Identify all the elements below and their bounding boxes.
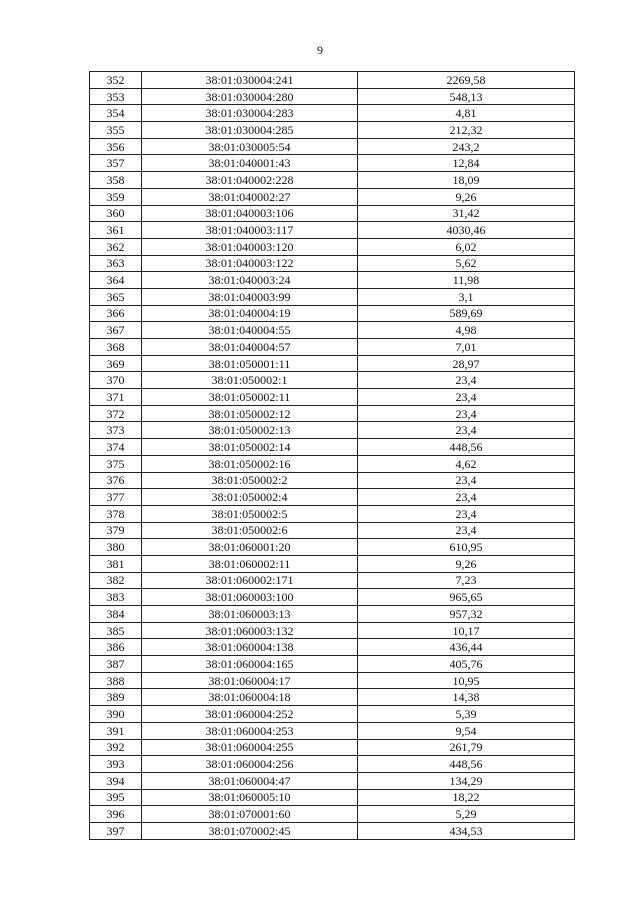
- table-row: [90, 72, 575, 89]
- cadastral-number-cell: 38:01:050002:12: [142, 405, 358, 422]
- table-row: [90, 572, 575, 589]
- table-row: [90, 489, 575, 506]
- cadastral-number-cell: 38:01:060004:18: [142, 689, 358, 706]
- cadastral-number-cell: 38:01:060004:253: [142, 722, 358, 739]
- cadastral-number-cell: 38:01:030004:280: [142, 88, 358, 105]
- table-row: [90, 555, 575, 572]
- row-number-cell: 365: [90, 288, 142, 305]
- table-row: [90, 722, 575, 739]
- row-number-cell: 385: [90, 622, 142, 639]
- value-cell: 4,98: [358, 322, 575, 339]
- value-cell: 134,29: [358, 772, 575, 789]
- table-row: [90, 305, 575, 322]
- row-number-cell: 355: [90, 122, 142, 139]
- row-number-cell: 357: [90, 155, 142, 172]
- value-cell: 7,23: [358, 572, 575, 589]
- row-number-cell: 354: [90, 105, 142, 122]
- row-number-cell: 374: [90, 439, 142, 456]
- table-row: [90, 105, 575, 122]
- table-row: [90, 122, 575, 139]
- cadastral-number-cell: 38:01:050002:1: [142, 372, 358, 389]
- table-row: [90, 606, 575, 623]
- value-cell: 5,29: [358, 806, 575, 823]
- row-number-cell: 377: [90, 489, 142, 506]
- value-cell: 548,13: [358, 88, 575, 105]
- table-row: [90, 739, 575, 756]
- row-number-cell: 362: [90, 238, 142, 255]
- value-cell: 4,81: [358, 105, 575, 122]
- value-cell: 589,69: [358, 305, 575, 322]
- table-row: [90, 138, 575, 155]
- table-row: [90, 222, 575, 239]
- page-number: 9: [317, 43, 323, 57]
- cadastral-number-cell: 38:01:060004:256: [142, 756, 358, 773]
- row-number-cell: 391: [90, 722, 142, 739]
- table-row: [90, 339, 575, 356]
- cadastral-number-cell: 38:01:060005:10: [142, 789, 358, 806]
- row-number-cell: 366: [90, 305, 142, 322]
- value-cell: 18,09: [358, 172, 575, 189]
- value-cell: 405,76: [358, 656, 575, 673]
- table-row: [90, 405, 575, 422]
- cadastral-number-cell: 38:01:050002:6: [142, 522, 358, 539]
- cadastral-number-cell: 38:01:060001:20: [142, 539, 358, 556]
- value-cell: 12,84: [358, 155, 575, 172]
- cadastral-number-cell: 38:01:060004:138: [142, 639, 358, 656]
- table-row: [90, 522, 575, 539]
- table-row: [90, 622, 575, 639]
- table-row: [90, 288, 575, 305]
- row-number-cell: 387: [90, 656, 142, 673]
- row-number-cell: 373: [90, 422, 142, 439]
- table-row: [90, 422, 575, 439]
- cadastral-number-cell: 38:01:060004:252: [142, 706, 358, 723]
- row-number-cell: 388: [90, 672, 142, 689]
- cadastral-number-cell: 38:01:060004:165: [142, 656, 358, 673]
- table-row: [90, 439, 575, 456]
- value-cell: 957,32: [358, 606, 575, 623]
- row-number-cell: 369: [90, 355, 142, 372]
- row-number-cell: 368: [90, 339, 142, 356]
- cadastral-number-cell: 38:01:040003:106: [142, 205, 358, 222]
- value-cell: 5,62: [358, 255, 575, 272]
- cadastral-number-cell: 38:01:060004:47: [142, 772, 358, 789]
- row-number-cell: 395: [90, 789, 142, 806]
- cadastral-number-cell: 38:01:070001:60: [142, 806, 358, 823]
- row-number-cell: 393: [90, 756, 142, 773]
- cadastral-number-cell: 38:01:050002:16: [142, 455, 358, 472]
- cadastral-number-cell: 38:01:040002:27: [142, 188, 358, 205]
- cadastral-number-cell: 38:01:040003:117: [142, 222, 358, 239]
- table-row: [90, 172, 575, 189]
- cadastral-table: [89, 71, 575, 840]
- value-cell: 18,22: [358, 789, 575, 806]
- value-cell: 5,39: [358, 706, 575, 723]
- value-cell: 31,42: [358, 205, 575, 222]
- table-row: [90, 756, 575, 773]
- cadastral-number-cell: 38:01:040003:24: [142, 272, 358, 289]
- table-row: [90, 272, 575, 289]
- value-cell: 28,97: [358, 355, 575, 372]
- row-number-cell: 363: [90, 255, 142, 272]
- cadastral-number-cell: 38:01:040003:120: [142, 238, 358, 255]
- table-row: [90, 389, 575, 406]
- row-number-cell: 384: [90, 606, 142, 623]
- cadastral-number-cell: 38:01:060002:11: [142, 555, 358, 572]
- row-number-cell: 394: [90, 772, 142, 789]
- table-row: [90, 589, 575, 606]
- row-number-cell: 371: [90, 389, 142, 406]
- table-row: [90, 188, 575, 205]
- cadastral-number-cell: 38:01:060002:171: [142, 572, 358, 589]
- value-cell: 23,4: [358, 405, 575, 422]
- cadastral-number-cell: 38:01:060004:255: [142, 739, 358, 756]
- row-number-cell: 382: [90, 572, 142, 589]
- table-row: [90, 88, 575, 105]
- row-number-cell: 379: [90, 522, 142, 539]
- cadastral-number-cell: 38:01:030004:283: [142, 105, 358, 122]
- row-number-cell: 390: [90, 706, 142, 723]
- table-row: [90, 672, 575, 689]
- value-cell: 243,2: [358, 138, 575, 155]
- value-cell: 23,4: [358, 422, 575, 439]
- row-number-cell: 381: [90, 555, 142, 572]
- row-number-cell: 367: [90, 322, 142, 339]
- row-number-cell: 352: [90, 72, 142, 89]
- cadastral-number-cell: 38:01:040001:43: [142, 155, 358, 172]
- cadastral-number-cell: 38:01:070002:45: [142, 822, 358, 839]
- value-cell: 212,32: [358, 122, 575, 139]
- table-row: [90, 372, 575, 389]
- row-number-cell: 383: [90, 589, 142, 606]
- cadastral-number-cell: 38:01:040002:228: [142, 172, 358, 189]
- cadastral-number-cell: 38:01:050001:11: [142, 355, 358, 372]
- cadastral-number-cell: 38:01:060004:17: [142, 672, 358, 689]
- cadastral-number-cell: 38:01:050002:13: [142, 422, 358, 439]
- row-number-cell: 356: [90, 138, 142, 155]
- cadastral-number-cell: 38:01:060003:13: [142, 606, 358, 623]
- value-cell: 610,95: [358, 539, 575, 556]
- table-row: [90, 806, 575, 823]
- table-row: [90, 322, 575, 339]
- table-body: [90, 72, 575, 840]
- table-row: [90, 639, 575, 656]
- row-number-cell: 386: [90, 639, 142, 656]
- value-cell: 448,56: [358, 439, 575, 456]
- value-cell: 4030,46: [358, 222, 575, 239]
- value-cell: 23,4: [358, 522, 575, 539]
- value-cell: 23,4: [358, 389, 575, 406]
- row-number-cell: 389: [90, 689, 142, 706]
- cadastral-number-cell: 38:01:060003:132: [142, 622, 358, 639]
- cadastral-number-cell: 38:01:040003:99: [142, 288, 358, 305]
- value-cell: 11,98: [358, 272, 575, 289]
- value-cell: 436,44: [358, 639, 575, 656]
- row-number-cell: 359: [90, 188, 142, 205]
- value-cell: 9,26: [358, 555, 575, 572]
- value-cell: 10,17: [358, 622, 575, 639]
- value-cell: 9,26: [358, 188, 575, 205]
- value-cell: 261,79: [358, 739, 575, 756]
- value-cell: 9,54: [358, 722, 575, 739]
- value-cell: 23,4: [358, 372, 575, 389]
- cadastral-number-cell: 38:01:040004:57: [142, 339, 358, 356]
- row-number-cell: 392: [90, 739, 142, 756]
- table-row: [90, 822, 575, 839]
- table-row: [90, 505, 575, 522]
- value-cell: 23,4: [358, 489, 575, 506]
- row-number-cell: 396: [90, 806, 142, 823]
- cadastral-number-cell: 38:01:050002:5: [142, 505, 358, 522]
- value-cell: 965,65: [358, 589, 575, 606]
- value-cell: 434,53: [358, 822, 575, 839]
- row-number-cell: 360: [90, 205, 142, 222]
- value-cell: 10,95: [358, 672, 575, 689]
- row-number-cell: 375: [90, 455, 142, 472]
- cadastral-number-cell: 38:01:030005:54: [142, 138, 358, 155]
- cadastral-number-cell: 38:01:040003:122: [142, 255, 358, 272]
- table-row: [90, 455, 575, 472]
- row-number-cell: 376: [90, 472, 142, 489]
- row-number-cell: 353: [90, 88, 142, 105]
- cadastral-number-cell: 38:01:050002:14: [142, 439, 358, 456]
- table-row: [90, 155, 575, 172]
- table-row: [90, 706, 575, 723]
- value-cell: 3,1: [358, 288, 575, 305]
- row-number-cell: 364: [90, 272, 142, 289]
- row-number-cell: 378: [90, 505, 142, 522]
- cadastral-number-cell: 38:01:050002:11: [142, 389, 358, 406]
- value-cell: 448,56: [358, 756, 575, 773]
- row-number-cell: 372: [90, 405, 142, 422]
- cadastral-number-cell: 38:01:050002:2: [142, 472, 358, 489]
- value-cell: 7,01: [358, 339, 575, 356]
- value-cell: 14,38: [358, 689, 575, 706]
- table-row: [90, 689, 575, 706]
- value-cell: 23,4: [358, 472, 575, 489]
- row-number-cell: 361: [90, 222, 142, 239]
- row-number-cell: 397: [90, 822, 142, 839]
- table-row: [90, 355, 575, 372]
- value-cell: 6,02: [358, 238, 575, 255]
- table-row: [90, 772, 575, 789]
- value-cell: 2269,58: [358, 72, 575, 89]
- table-row: [90, 539, 575, 556]
- row-number-cell: 380: [90, 539, 142, 556]
- table-row: [90, 238, 575, 255]
- table-row: [90, 656, 575, 673]
- cadastral-number-cell: 38:01:030004:285: [142, 122, 358, 139]
- cadastral-number-cell: 38:01:050002:4: [142, 489, 358, 506]
- row-number-cell: 370: [90, 372, 142, 389]
- table-row: [90, 255, 575, 272]
- table-row: [90, 205, 575, 222]
- row-number-cell: 358: [90, 172, 142, 189]
- cadastral-number-cell: 38:01:060003:100: [142, 589, 358, 606]
- table-row: [90, 789, 575, 806]
- value-cell: 4,62: [358, 455, 575, 472]
- table-row: [90, 472, 575, 489]
- value-cell: 23,4: [358, 505, 575, 522]
- cadastral-number-cell: 38:01:030004:241: [142, 72, 358, 89]
- cadastral-number-cell: 38:01:040004:55: [142, 322, 358, 339]
- cadastral-number-cell: 38:01:040004:19: [142, 305, 358, 322]
